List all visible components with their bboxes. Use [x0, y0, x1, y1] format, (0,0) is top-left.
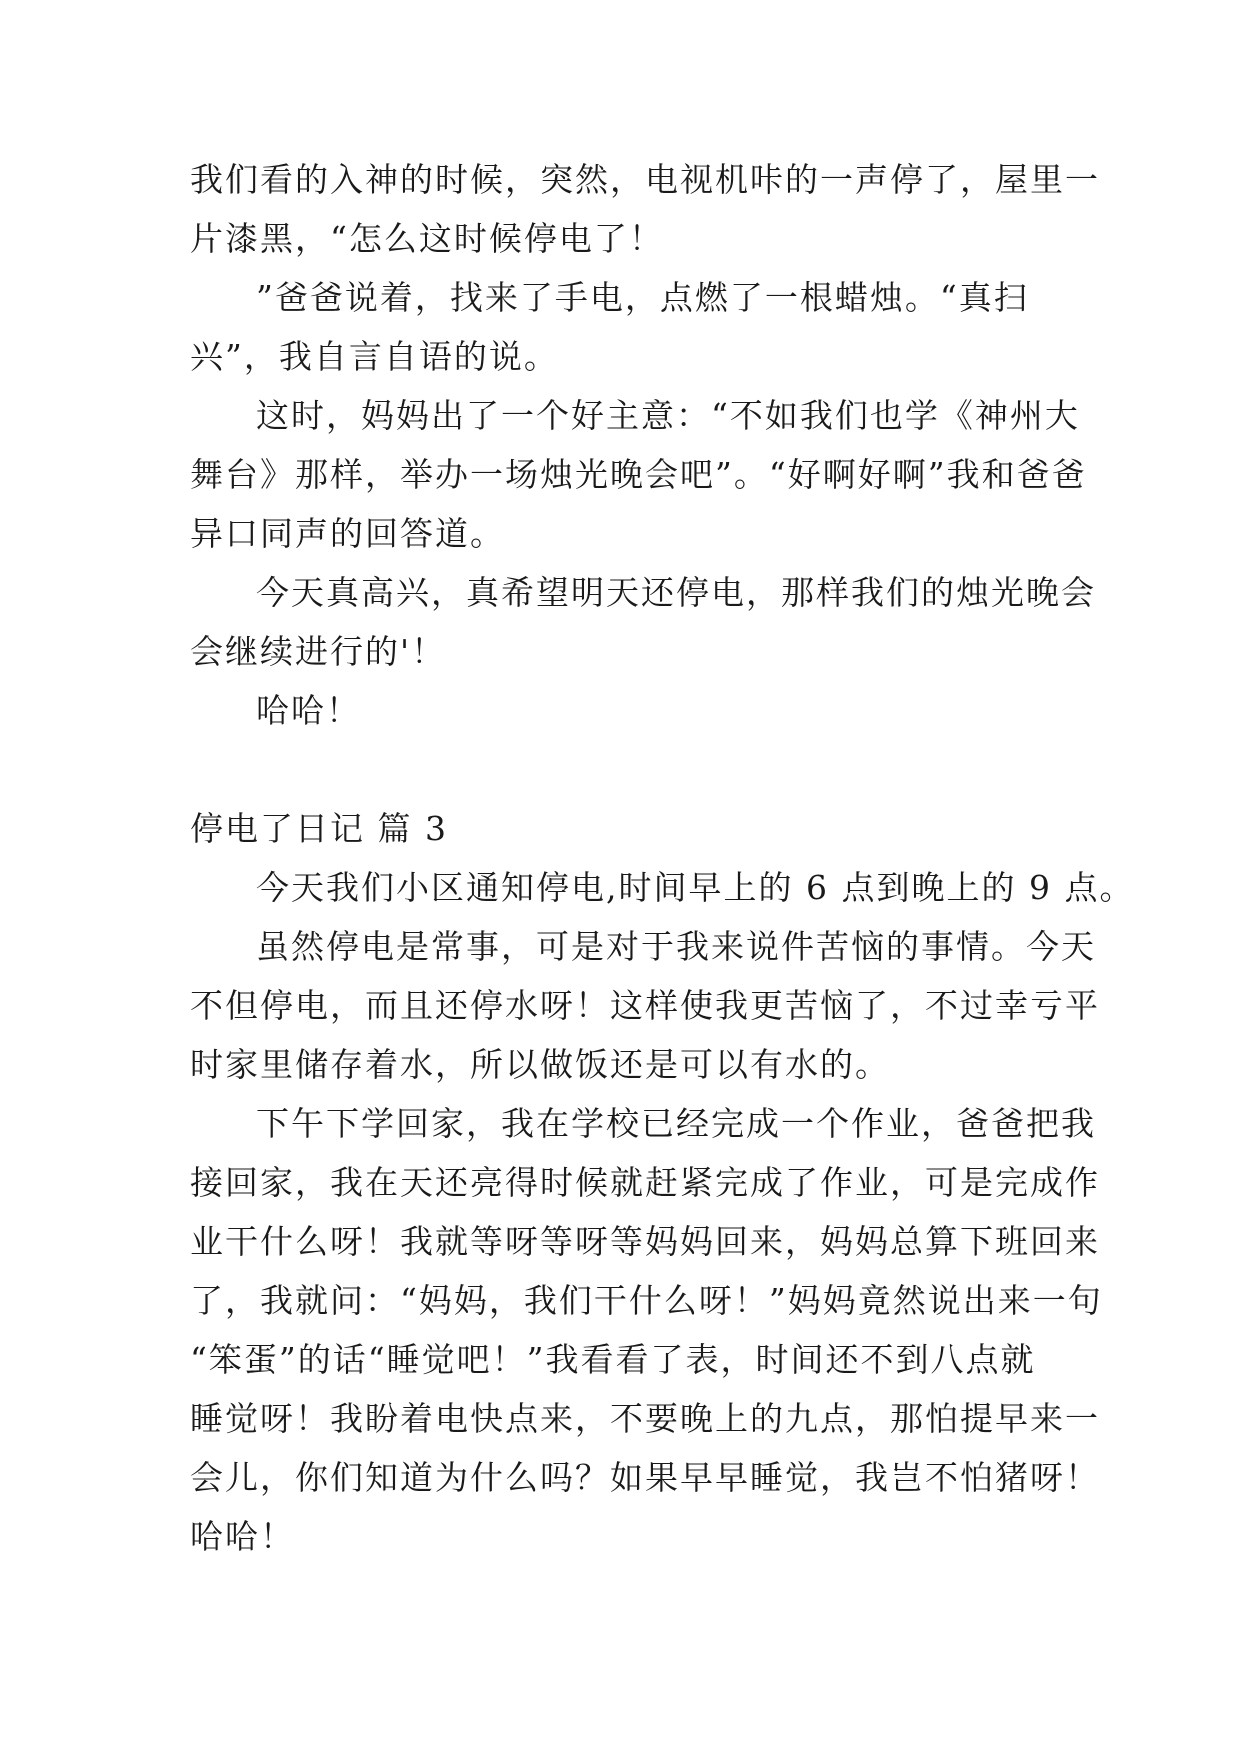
text-line: ”爸爸说着，找来了手电，点燃了一根蜡烛。“真扫: [256, 278, 1029, 317]
text-line: 虽然停电是常事，可是对于我来说件苦恼的事情。今天: [256, 927, 1096, 966]
text-line: 时家里储存着水，所以做饭还是可以有水的。: [190, 1045, 890, 1084]
text-line: 哈哈！: [190, 1517, 295, 1556]
text-line: 会继续进行的'！: [190, 632, 447, 671]
text-line: “笨蛋”的话“睡觉吧！”我看看了表，时间还不到八点就: [190, 1340, 1036, 1379]
paragraph-water-outage: [190, 917, 1100, 1094]
paragraph-dad-candle: [190, 268, 1050, 386]
paragraph-tv-blackout: [190, 150, 1100, 268]
text-line: 下午下学回家，我在学校已经完成一个作业，爸爸把我: [256, 1104, 1096, 1143]
text-line: 今天我们小区通知停电,时间早上的 6 点到晚上的 9 点。: [256, 868, 1135, 907]
text-line: 异口同声的回答道。: [190, 514, 505, 553]
paragraph-happy-today: [190, 563, 1096, 681]
paragraph-notice: [190, 858, 1135, 917]
section-heading: 停电了日记 篇 3: [190, 809, 448, 848]
document-page: [190, 150, 1135, 1566]
text-line: 舞台》那样，举办一场烛光晚会吧”。“好啊好啊”我和爸爸: [190, 455, 1087, 494]
text-line: 今天真高兴，真希望明天还停电，那样我们的烛光晚会: [256, 573, 1096, 612]
paragraph-mom-idea: [190, 386, 1087, 563]
text-line: 业干什么呀！我就等呀等呀等妈妈回来，妈妈总算下班回来: [190, 1222, 1100, 1261]
section-spacer: [190, 740, 1050, 799]
text-line: 不但停电，而且还停水呀！这样使我更苦恼了，不过幸亏平: [190, 986, 1100, 1025]
paragraph-haha: [190, 681, 1050, 740]
text-line: 这时，妈妈出了一个好主意：“不如我们也学《神州大: [256, 396, 1080, 435]
paragraph-after-school: [190, 1094, 1103, 1566]
text-line: 哈哈！: [256, 691, 361, 730]
text-line: 会儿，你们知道为什么吗？如果早早睡觉，我岂不怕猪呀！: [190, 1458, 1100, 1497]
text-line: 了，我就问：“妈妈，我们干什么呀！”妈妈竟然说出来一句: [190, 1281, 1103, 1320]
text-line: 我们看的入神的时候，突然，电视机咔的一声停了，屋里一: [190, 160, 1100, 199]
text-line: 片漆黑，“怎么这时候停电了！: [190, 219, 664, 258]
text-line: 睡觉呀！我盼着电快点来，不要晚上的九点，那怕提早来一: [190, 1399, 1100, 1438]
text-line: 接回家，我在天还亮得时候就赶紧完成了作业，可是完成作: [190, 1163, 1100, 1202]
text-line: 兴”，我自言自语的说。: [190, 337, 559, 376]
